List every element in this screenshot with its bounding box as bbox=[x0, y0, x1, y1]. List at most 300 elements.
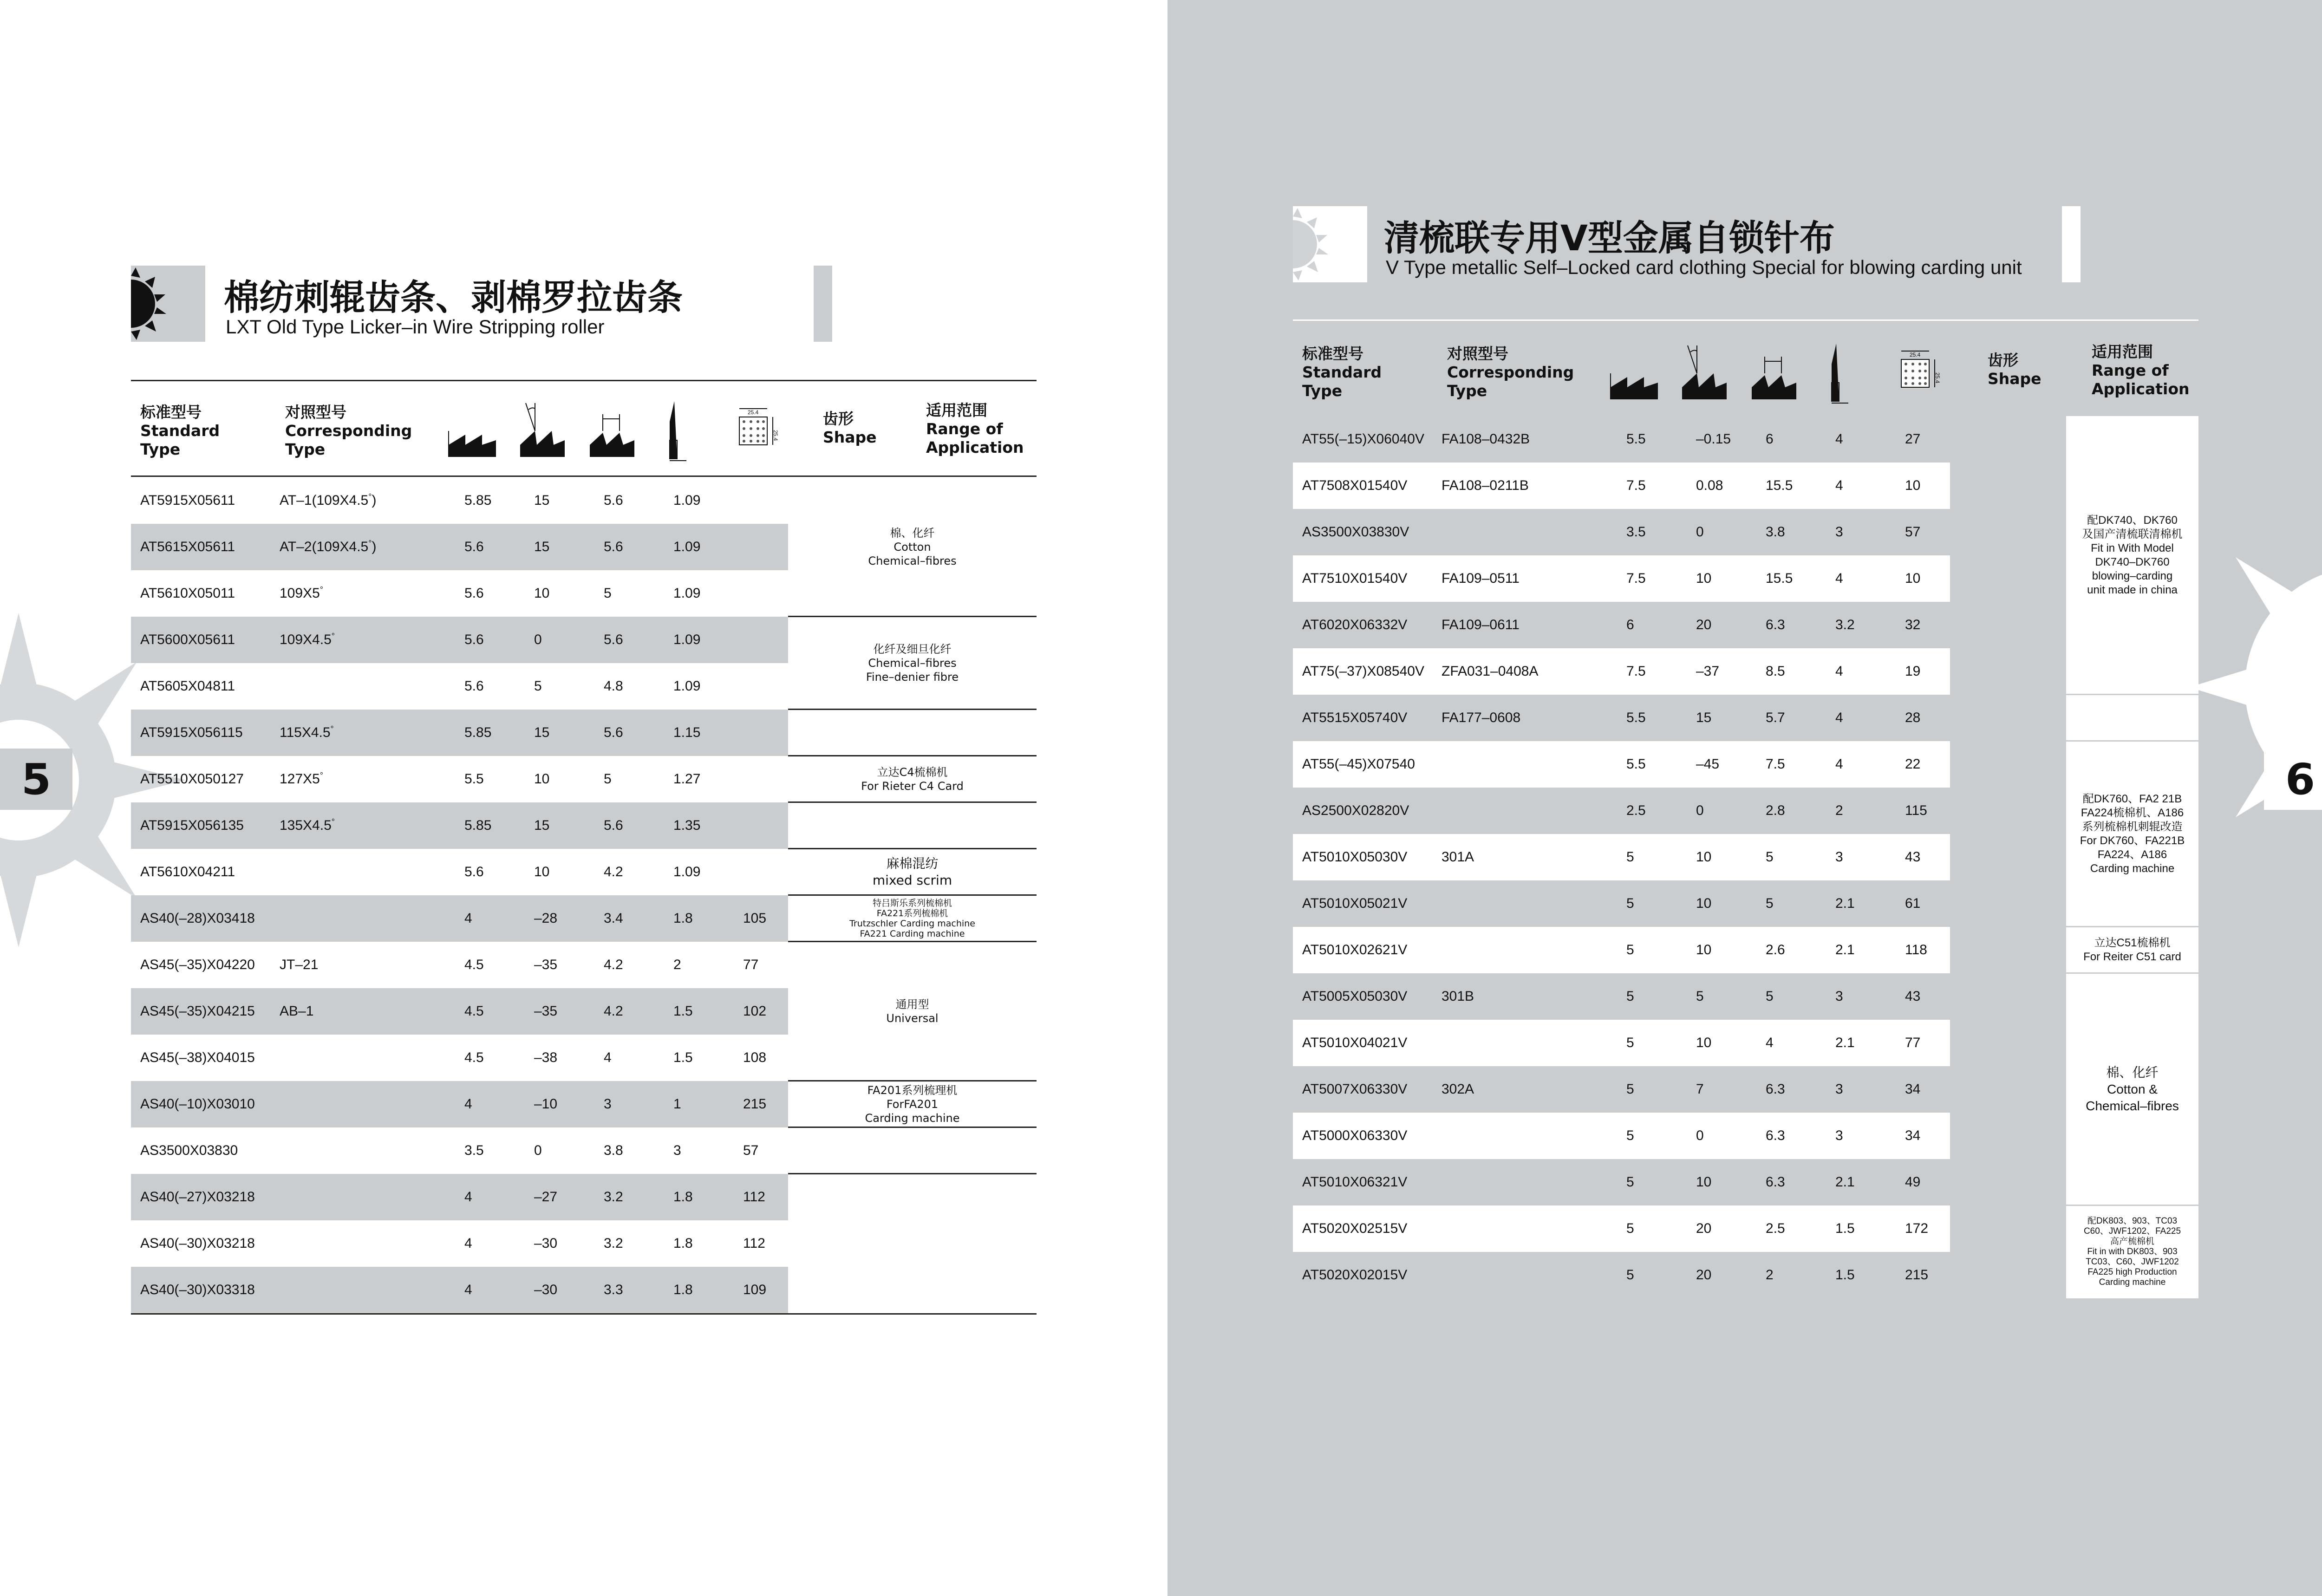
application-group bbox=[2066, 741, 2198, 927]
table-row bbox=[1293, 1252, 1950, 1298]
tooth-angle-cell: 10 bbox=[1696, 571, 1712, 586]
tooth-height-cell: 5.6 bbox=[464, 864, 484, 879]
header-end-bar bbox=[814, 266, 832, 342]
table-row bbox=[131, 570, 788, 617]
tooth-pitch-cell: 4 bbox=[1766, 1035, 1774, 1050]
corresponding-type-cell: AT–1(109X4.5°) bbox=[280, 492, 377, 508]
table-bottom-rule bbox=[131, 1313, 1037, 1315]
application-text: 立达C4梳棉机 bbox=[877, 766, 948, 779]
application-column bbox=[788, 477, 1037, 1313]
wire-thickness-cell: 3 bbox=[1835, 1128, 1843, 1143]
application-text: 配DK760、FA2 21B bbox=[2082, 793, 2182, 805]
application-group bbox=[2066, 927, 2198, 973]
table-row bbox=[131, 710, 788, 756]
corresponding-type-cell: FA109–0511 bbox=[1441, 571, 1520, 586]
standard-type-cell: AT5007X06330V bbox=[1302, 1081, 1408, 1097]
point-density-cell: 105 bbox=[743, 911, 767, 926]
tooth-height-cell: 4 bbox=[464, 1189, 472, 1205]
tooth-angle-cell: 10 bbox=[1696, 942, 1712, 958]
tooth-pitch-cell: 3 bbox=[604, 1096, 612, 1112]
section-title-cn: 棉纺刺辊齿条、剥棉罗拉齿条 bbox=[224, 277, 683, 318]
tooth-angle-cell: 15 bbox=[534, 539, 550, 554]
tooth-height-cell: 5.5 bbox=[1626, 756, 1646, 772]
tooth-height-cell: 5.6 bbox=[464, 678, 484, 694]
standard-type-cell: AS45(–38)X04015 bbox=[140, 1050, 255, 1065]
application-column bbox=[2066, 416, 2198, 1298]
table-row bbox=[1293, 880, 1950, 927]
application-text: mixed scrim bbox=[872, 873, 952, 888]
tooth-pitch-cell: 6.3 bbox=[1766, 1128, 1785, 1143]
sun-gear-icon bbox=[1293, 206, 1367, 282]
sun-gear-icon bbox=[131, 266, 205, 342]
tooth-height-cell: 3.5 bbox=[464, 1143, 484, 1158]
tooth-angle-cell: –0.15 bbox=[1696, 431, 1731, 447]
application-text: Chemical–fibres bbox=[2086, 1099, 2179, 1113]
application-text: 通用型 bbox=[895, 998, 929, 1011]
header-end-bar bbox=[2062, 206, 2081, 282]
wire-thickness-cell: 1.15 bbox=[673, 725, 701, 740]
standard-type-cell: AT7510X01540V bbox=[1302, 571, 1408, 586]
application-text: 系列梳棉机刺辊改造 bbox=[2082, 821, 2183, 833]
standard-type-cell: AT5915X056115 bbox=[140, 725, 243, 740]
tooth-height-icon bbox=[447, 412, 498, 463]
tooth-angle-cell: 15 bbox=[534, 493, 550, 508]
tooth-angle-cell: 15 bbox=[534, 818, 550, 833]
tooth-height-cell: 4 bbox=[464, 1236, 472, 1251]
tooth-angle-cell: 0.08 bbox=[1696, 478, 1723, 493]
corresponding-type-cell: 301B bbox=[1441, 989, 1474, 1004]
standard-type-cell: AS3500X03830V bbox=[1302, 524, 1409, 540]
wire-thickness-cell: 1.8 bbox=[673, 1189, 693, 1205]
standard-type-cell: AT55(–45)X07540 bbox=[1302, 756, 1415, 772]
standard-type-cell: AT5010X05021V bbox=[1302, 896, 1408, 911]
tooth-pitch-cell: 5 bbox=[1766, 896, 1774, 911]
tooth-pitch-cell: 4.2 bbox=[604, 864, 623, 879]
wire-thickness-cell: 1.09 bbox=[673, 539, 701, 554]
application-text: 及国产清梳联清棉机 bbox=[2082, 528, 2183, 541]
tooth-height-cell: 5 bbox=[1626, 1128, 1634, 1143]
tooth-height-cell: 2.5 bbox=[1626, 803, 1646, 818]
tooth-angle-icon bbox=[1678, 341, 1729, 406]
wire-thickness-cell: 1 bbox=[673, 1096, 681, 1112]
table-row bbox=[131, 942, 788, 988]
wire-thickness-cell: 1.8 bbox=[673, 911, 693, 926]
wire-thickness-cell: 3 bbox=[1835, 524, 1843, 540]
application-text: ForFA201 bbox=[886, 1098, 939, 1111]
application-text: For DK760、FA221B bbox=[2080, 834, 2185, 847]
application-group bbox=[788, 849, 1037, 895]
tooth-height-cell: 5.85 bbox=[464, 818, 492, 833]
table-row bbox=[131, 756, 788, 802]
standard-type-cell: AS45(–35)X04215 bbox=[140, 1003, 255, 1019]
wire-thickness-cell: 4 bbox=[1835, 478, 1843, 493]
tooth-pitch-cell: 5.6 bbox=[604, 493, 623, 508]
tooth-angle-cell: 5 bbox=[534, 678, 542, 694]
tooth-angle-cell: –35 bbox=[534, 1003, 558, 1019]
tooth-height-cell: 4 bbox=[464, 911, 472, 926]
wire-thickness-cell: 2.1 bbox=[1835, 896, 1855, 911]
table-row bbox=[1293, 509, 1950, 555]
standard-type-cell: AT5915X056135 bbox=[140, 818, 244, 833]
gear-decoration-icon bbox=[2189, 511, 2322, 864]
application-group bbox=[788, 710, 1037, 756]
standard-type-cell: AS2500X02820V bbox=[1302, 803, 1409, 818]
tooth-height-cell: 5 bbox=[1626, 1081, 1634, 1097]
point-density-cell: 112 bbox=[743, 1236, 765, 1251]
tooth-pitch-cell: 3.8 bbox=[604, 1143, 623, 1158]
header-badge bbox=[1293, 206, 1367, 282]
standard-type-cell: AT5010X04021V bbox=[1302, 1035, 1408, 1050]
tooth-angle-cell: 10 bbox=[534, 586, 550, 601]
tooth-angle-cell: 7 bbox=[1696, 1081, 1704, 1097]
tooth-height-cell: 4.5 bbox=[464, 1050, 484, 1065]
point-density-cell: 77 bbox=[1905, 1035, 1921, 1050]
table-row bbox=[1293, 695, 1950, 741]
tooth-height-cell: 6 bbox=[1626, 617, 1634, 632]
application-text: 棉、化纤 bbox=[890, 527, 935, 540]
header-standard-type: 标准型号 Standard Type bbox=[140, 403, 220, 458]
tooth-height-cell: 5 bbox=[1626, 1035, 1634, 1050]
tooth-height-cell: 5.5 bbox=[1626, 710, 1646, 725]
header-application: 适用范围 Range of Application bbox=[2092, 343, 2190, 398]
tooth-angle-cell: 0 bbox=[534, 632, 542, 647]
tooth-height-cell: 5.6 bbox=[464, 539, 484, 554]
tooth-pitch-cell: 4.2 bbox=[604, 957, 623, 972]
wire-thickness-cell: 2 bbox=[1835, 803, 1843, 818]
tooth-pitch-cell: 6.3 bbox=[1766, 1174, 1785, 1190]
wire-thickness-cell: 4 bbox=[1835, 756, 1843, 772]
tooth-angle-cell: 0 bbox=[1696, 1128, 1704, 1143]
tooth-angle-cell: –10 bbox=[534, 1096, 558, 1112]
tooth-pitch-cell: 4.2 bbox=[604, 1003, 623, 1019]
standard-type-cell: AT75(–37)X08540V bbox=[1302, 664, 1424, 679]
application-text: 麻棉混纺 bbox=[886, 856, 939, 871]
wire-thickness-cell: 1.5 bbox=[673, 1050, 693, 1065]
tooth-pitch-cell: 3.2 bbox=[604, 1236, 623, 1251]
tooth-height-cell: 7.5 bbox=[1626, 664, 1646, 679]
tooth-angle-cell: 5 bbox=[1696, 989, 1704, 1004]
tooth-angle-cell: 10 bbox=[534, 771, 550, 787]
table-row bbox=[1293, 648, 1950, 695]
application-text: 特吕斯乐系列梳棉机 bbox=[872, 898, 952, 908]
corresponding-type-cell: 135X4.5° bbox=[280, 817, 335, 833]
tooth-pitch-cell: 5.7 bbox=[1766, 710, 1785, 725]
page-number: 5 bbox=[0, 749, 72, 810]
application-text: DK740–DK760 bbox=[2095, 556, 2170, 568]
tooth-angle-cell: –35 bbox=[534, 957, 558, 972]
point-density-cell: 61 bbox=[1905, 896, 1921, 911]
standard-type-cell: AS40(–30)X03318 bbox=[140, 1282, 255, 1297]
tooth-angle-cell: 20 bbox=[1696, 1267, 1712, 1283]
application-group bbox=[788, 895, 1037, 942]
corresponding-type-cell: 301A bbox=[1441, 849, 1474, 865]
application-text: Carding machine bbox=[2099, 1277, 2166, 1287]
tooth-height-cell: 5.6 bbox=[464, 632, 484, 647]
point-density-cell: 102 bbox=[743, 1003, 767, 1019]
tooth-height-cell: 5.5 bbox=[464, 771, 484, 787]
corresponding-type-cell: JT–21 bbox=[280, 957, 319, 972]
application-text: Fine–denier fibre bbox=[866, 671, 959, 684]
tooth-height-cell: 5 bbox=[1626, 849, 1634, 865]
application-text: FA221系列梳棉机 bbox=[876, 908, 948, 919]
point-density-cell: 57 bbox=[1905, 524, 1921, 540]
table-row bbox=[1293, 834, 1950, 880]
tooth-height-cell: 5 bbox=[1626, 1267, 1634, 1283]
right-page bbox=[1168, 0, 2322, 1596]
tooth-pitch-cell: 3.8 bbox=[1766, 524, 1785, 540]
tooth-pitch-cell: 2.6 bbox=[1766, 942, 1785, 958]
tooth-height-cell: 7.5 bbox=[1626, 478, 1646, 493]
tooth-pitch-cell: 3.4 bbox=[604, 911, 623, 926]
application-group bbox=[788, 477, 1037, 617]
table-header bbox=[131, 380, 1037, 476]
tooth-height-cell: 5 bbox=[1626, 1174, 1634, 1190]
tooth-angle-cell: –30 bbox=[534, 1282, 558, 1297]
point-density-cell: 22 bbox=[1905, 756, 1921, 772]
density-dim-top: 25.4 bbox=[1910, 352, 1921, 358]
table-row bbox=[131, 1174, 788, 1220]
wire-thickness-cell: 4 bbox=[1835, 664, 1843, 679]
point-density-cell: 34 bbox=[1905, 1128, 1921, 1143]
standard-type-cell: AT55(–15)X06040V bbox=[1302, 431, 1424, 447]
standard-type-cell: AS40(–10)X03010 bbox=[140, 1096, 255, 1112]
header-application: 适用范围 Range of Application bbox=[926, 401, 1024, 456]
point-density-cell: 19 bbox=[1905, 664, 1921, 679]
wire-thickness-cell: 3 bbox=[1835, 849, 1843, 865]
point-density-cell: 215 bbox=[1905, 1267, 1929, 1283]
point-density-cell: 118 bbox=[1905, 942, 1927, 958]
tooth-pitch-cell: 15.5 bbox=[1766, 478, 1793, 493]
corresponding-type-cell: 115X4.5° bbox=[280, 724, 334, 740]
table-row bbox=[131, 802, 788, 849]
tooth-pitch-cell: 6.3 bbox=[1766, 617, 1785, 632]
tooth-pitch-cell: 4 bbox=[604, 1050, 612, 1065]
tooth-angle-cell: 15 bbox=[534, 725, 550, 740]
standard-type-cell: AT5000X06330V bbox=[1302, 1128, 1408, 1143]
tooth-angle-cell: 10 bbox=[1696, 849, 1712, 865]
tooth-pitch-cell: 3.2 bbox=[604, 1189, 623, 1205]
application-text: FA224梳棉机、A186 bbox=[2081, 807, 2184, 819]
tooth-angle-cell: –37 bbox=[1696, 664, 1720, 679]
point-density-icon bbox=[730, 403, 781, 459]
standard-type-cell: AT5610X04211 bbox=[140, 864, 235, 879]
table-row bbox=[1293, 788, 1950, 834]
tooth-pitch-cell: 5 bbox=[604, 586, 612, 601]
point-density-cell: 115 bbox=[1905, 803, 1927, 818]
point-density-cell: 49 bbox=[1905, 1174, 1921, 1190]
corresponding-type-cell: FA108–0211B bbox=[1441, 478, 1529, 493]
point-density-cell: 112 bbox=[743, 1189, 765, 1205]
standard-type-cell: AT5510X050127 bbox=[140, 771, 244, 787]
standard-type-cell: AS40(–30)X03218 bbox=[140, 1236, 255, 1251]
tooth-height-cell: 4 bbox=[464, 1282, 472, 1297]
point-density-cell: 32 bbox=[1905, 617, 1921, 632]
section-title-en: V Type metallic Self–Locked card clothing Special for blowing carding unit bbox=[1386, 256, 2022, 278]
wire-thickness-icon bbox=[1818, 341, 1859, 406]
table-row bbox=[131, 1081, 788, 1127]
tooth-pitch-cell: 5.6 bbox=[604, 725, 623, 740]
tooth-height-cell: 4.5 bbox=[464, 1003, 484, 1019]
wire-thickness-cell: 2.1 bbox=[1835, 1035, 1855, 1050]
standard-type-cell: AT5605X04811 bbox=[140, 678, 235, 694]
tooth-height-cell: 5 bbox=[1626, 1221, 1634, 1236]
section-title-en: LXT Old Type Licker–in Wire Stripping roller bbox=[226, 316, 605, 338]
point-density-cell: 215 bbox=[743, 1096, 767, 1112]
point-density-cell: 108 bbox=[743, 1050, 767, 1065]
wire-thickness-cell: 2.1 bbox=[1835, 942, 1855, 958]
application-group bbox=[788, 1081, 1037, 1127]
standard-type-cell: AT5915X05611 bbox=[140, 493, 235, 508]
tooth-height-cell: 3.5 bbox=[1626, 524, 1646, 540]
point-density-cell: 43 bbox=[1905, 989, 1921, 1004]
application-group bbox=[2066, 416, 2198, 695]
tooth-angle-cell: –27 bbox=[534, 1189, 558, 1205]
licker-in-wire-table bbox=[131, 380, 1037, 1318]
tooth-angle-cell: 0 bbox=[534, 1143, 542, 1158]
application-text: Carding machine bbox=[865, 1112, 960, 1125]
point-density-cell: 34 bbox=[1905, 1081, 1921, 1097]
point-density-cell: 10 bbox=[1905, 571, 1921, 586]
tooth-pitch-cell: 6 bbox=[1766, 431, 1774, 447]
tooth-pitch-cell: 5.6 bbox=[604, 818, 623, 833]
application-text: TC03、C60、JWF1202 bbox=[2086, 1257, 2179, 1267]
section-title-cn: 清梳联专用V型金属自锁针布 bbox=[1384, 217, 1835, 259]
application-text: Fit in With Model bbox=[2091, 542, 2174, 554]
application-text: 棉、化纤 bbox=[2106, 1065, 2159, 1080]
point-density-cell: 57 bbox=[743, 1143, 759, 1158]
tooth-height-cell: 5.5 bbox=[1626, 431, 1646, 447]
corresponding-type-cell: 109X5° bbox=[280, 585, 323, 601]
table-row bbox=[131, 849, 788, 895]
table-row bbox=[1293, 1020, 1950, 1066]
wire-thickness-cell: 1.09 bbox=[673, 586, 701, 601]
table-row bbox=[131, 1035, 788, 1081]
standard-type-cell: AS40(–27)X03218 bbox=[140, 1189, 255, 1205]
table-row bbox=[131, 617, 788, 663]
application-group bbox=[788, 756, 1037, 802]
tooth-angle-cell: –30 bbox=[534, 1236, 558, 1251]
application-text: FA224、A186 bbox=[2097, 848, 2167, 861]
table-header bbox=[1293, 319, 2198, 416]
table-header-rule bbox=[131, 476, 1037, 477]
table-row bbox=[1293, 1159, 1950, 1205]
table-row bbox=[131, 477, 788, 524]
tooth-angle-cell: 0 bbox=[1696, 524, 1704, 540]
standard-type-cell: AT5005X05030V bbox=[1302, 989, 1408, 1004]
tooth-angle-cell: 10 bbox=[1696, 896, 1712, 911]
standard-type-cell: AS45(–35)X04220 bbox=[140, 957, 255, 972]
application-text: 配DK740、DK760 bbox=[2087, 514, 2178, 527]
application-text: 高产梳棉机 bbox=[2110, 1237, 2154, 1246]
tooth-pitch-cell: 3.3 bbox=[604, 1282, 623, 1297]
corresponding-type-cell: FA177–0608 bbox=[1441, 710, 1521, 725]
density-dim-side: 25.4 bbox=[1934, 372, 1941, 384]
application-text: Cotton bbox=[894, 541, 931, 554]
tooth-angle-cell: –28 bbox=[534, 911, 558, 926]
wire-thickness-cell: 1.09 bbox=[673, 864, 701, 879]
application-text: Cotton & bbox=[2107, 1082, 2158, 1096]
tooth-angle-cell: 15 bbox=[1696, 710, 1712, 725]
wire-thickness-cell: 4 bbox=[1835, 571, 1843, 586]
page-number: 6 bbox=[2264, 749, 2322, 810]
wire-thickness-cell: 3.2 bbox=[1835, 617, 1855, 632]
application-text: FA225 high Production bbox=[2087, 1267, 2177, 1277]
wire-thickness-cell: 3 bbox=[673, 1143, 681, 1158]
standard-type-cell: AT5515X05740V bbox=[1302, 710, 1408, 725]
standard-type-cell: AT6020X06332V bbox=[1302, 617, 1408, 632]
tooth-height-cell: 7.5 bbox=[1626, 571, 1646, 586]
point-density-cell: 10 bbox=[1905, 478, 1921, 493]
wire-thickness-cell: 1.09 bbox=[673, 632, 701, 647]
standard-type-cell: AT5010X06321V bbox=[1302, 1174, 1408, 1190]
tooth-height-cell: 5 bbox=[1626, 896, 1634, 911]
application-group bbox=[2066, 973, 2198, 1205]
table-row bbox=[131, 1127, 788, 1174]
wire-thickness-cell: 1.27 bbox=[673, 771, 701, 787]
tooth-pitch-cell: 4.8 bbox=[604, 678, 623, 694]
tooth-height-icon bbox=[1609, 355, 1660, 406]
application-group bbox=[2066, 695, 2198, 741]
table-row bbox=[1293, 602, 1950, 648]
tooth-angle-cell: 10 bbox=[534, 864, 550, 879]
header-standard-type: 标准型号 Standard Type bbox=[1302, 345, 1382, 400]
tooth-pitch-icon bbox=[1748, 343, 1799, 406]
application-text: 立达C51梳棉机 bbox=[2094, 937, 2171, 949]
tooth-pitch-cell: 8.5 bbox=[1766, 664, 1785, 679]
tooth-pitch-icon bbox=[586, 400, 637, 463]
tooth-pitch-cell: 2.8 bbox=[1766, 803, 1785, 818]
tooth-angle-cell: 10 bbox=[1696, 1174, 1712, 1190]
density-dim-side: 25.4 bbox=[772, 430, 779, 441]
tooth-angle-icon bbox=[516, 398, 567, 463]
point-density-cell: 27 bbox=[1905, 431, 1921, 447]
wire-thickness-cell: 4 bbox=[1835, 431, 1843, 447]
tooth-height-cell: 5 bbox=[1626, 989, 1634, 1004]
table-row bbox=[131, 895, 788, 942]
tooth-pitch-cell: 2.5 bbox=[1766, 1221, 1785, 1236]
standard-type-cell: AT5615X05611 bbox=[140, 539, 235, 554]
table-row bbox=[131, 524, 788, 570]
tooth-height-cell: 5 bbox=[1626, 942, 1634, 958]
application-text: Carding machine bbox=[2090, 862, 2175, 875]
wire-thickness-cell: 3 bbox=[1835, 989, 1843, 1004]
standard-type-cell: AT7508X01540V bbox=[1302, 478, 1408, 493]
application-text: unit made in china bbox=[2087, 584, 2178, 596]
standard-type-cell: AT5600X05611 bbox=[140, 632, 235, 647]
table-row bbox=[1293, 1113, 1950, 1159]
tooth-angle-cell: 0 bbox=[1696, 803, 1704, 818]
wire-thickness-cell: 1.35 bbox=[673, 818, 701, 833]
point-density-icon bbox=[1892, 345, 1943, 401]
point-density-cell: 109 bbox=[743, 1282, 767, 1297]
header-corresponding-type: 对照型号 Corresponding Type bbox=[285, 403, 412, 458]
standard-type-cell: AS40(–28)X03418 bbox=[140, 911, 255, 926]
application-text: blowing–carding bbox=[2092, 570, 2173, 582]
tooth-height-cell: 4 bbox=[464, 1096, 472, 1112]
standard-type-cell: AT5010X02621V bbox=[1302, 942, 1408, 958]
tooth-angle-cell: 10 bbox=[1696, 1035, 1712, 1050]
application-text: FA221 Carding machine bbox=[860, 929, 965, 939]
table-row bbox=[1293, 973, 1950, 1020]
tooth-pitch-cell: 5.6 bbox=[604, 539, 623, 554]
wire-thickness-cell: 1.5 bbox=[673, 1003, 693, 1019]
application-group bbox=[788, 802, 1037, 849]
tooth-pitch-cell: 6.3 bbox=[1766, 1081, 1785, 1097]
tooth-height-cell: 5.85 bbox=[464, 725, 492, 740]
table-row bbox=[1293, 741, 1950, 788]
table-row bbox=[1293, 927, 1950, 973]
application-group bbox=[788, 617, 1037, 710]
